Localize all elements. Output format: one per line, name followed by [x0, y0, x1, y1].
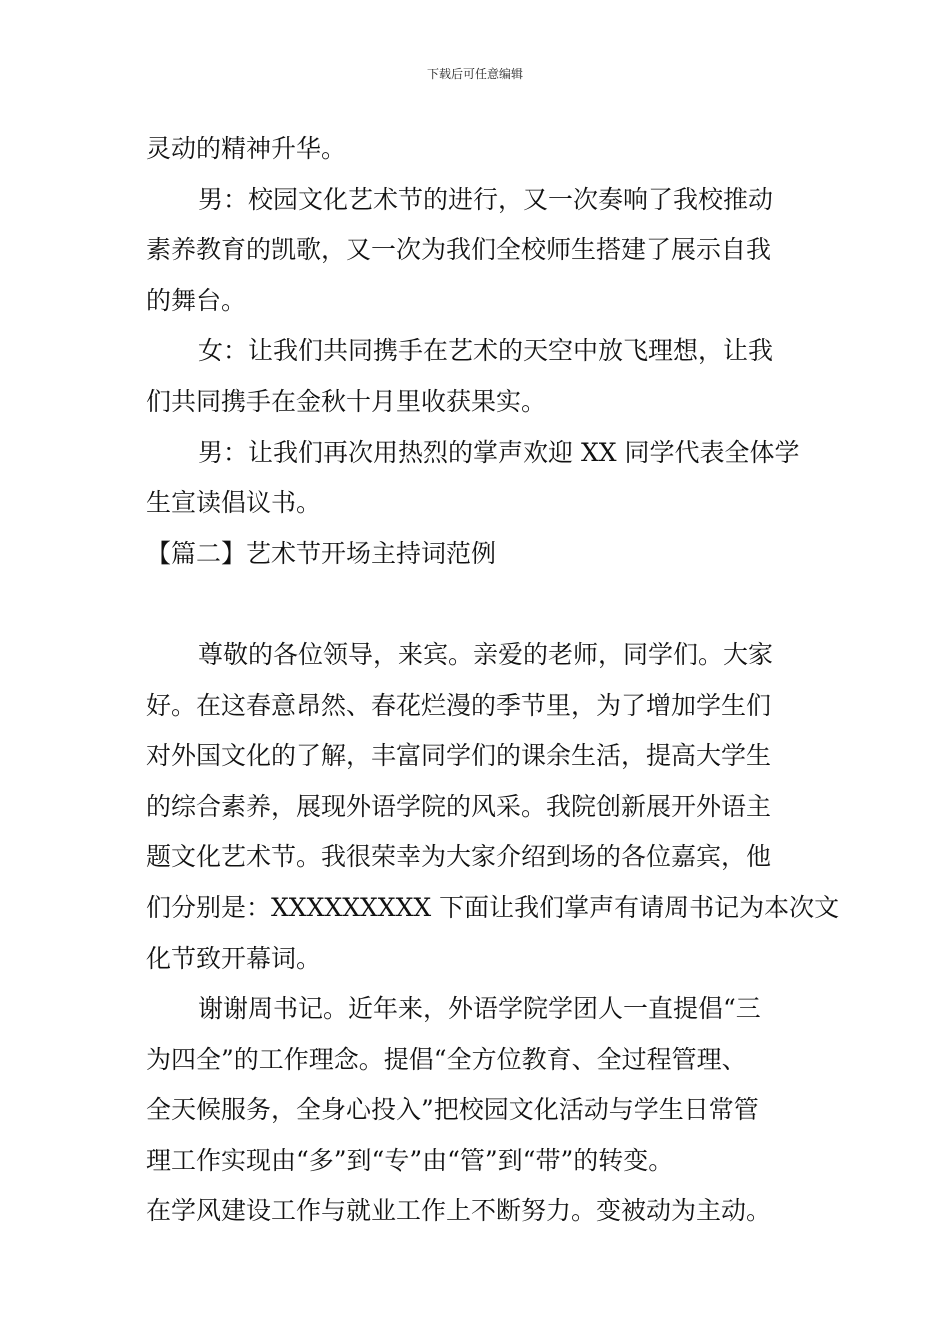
text-line: 好。在这春意昂然、春花烂漫的季节里，为了增加学生们	[146, 690, 772, 720]
text-line: 尊敬的各位领导，来宾。亲爱的老师，同学们。大家	[198, 639, 774, 669]
text-line: 灵动的精神升华。	[146, 134, 347, 163]
text-line: 男：让我们再次用热烈的掌声欢迎 XX 同学代表全体学	[198, 437, 800, 467]
text-line: 对外国文化的了解，丰富同学们的课余生活，提高大学生	[146, 741, 772, 771]
text-line: 谢谢周书记。近年来，外语学院学团人一直提倡“三	[198, 994, 761, 1024]
text-line: 的综合素养，展现外语学院的风采。我院创新展开外语主	[146, 791, 772, 821]
blank-line	[146, 579, 806, 630]
text-line: 化节致开幕词。	[146, 943, 322, 973]
text-line: 理工作实现由“多”到“专”由“管”到“带”的转变。	[146, 1145, 674, 1175]
text-line: 生宣读倡议书。	[146, 488, 322, 518]
text-line: 为四全”的工作理念。提倡“全方位教育、全过程管理、	[146, 1044, 747, 1074]
page-header: 下载后可任意编辑	[426, 67, 523, 81]
text-line: 题文化艺术节。我很荣幸为大家介绍到场的各位嘉宾，他	[146, 842, 772, 872]
text-line: 们共同携手在金秋十月里收获果实。	[146, 386, 547, 416]
text-line: 女：让我们共同携手在艺术的天空中放飞理想，让我	[198, 336, 774, 366]
text-line: 素养教育的凯歌，又一次为我们全校师生搭建了展示自我	[146, 235, 772, 265]
text-line: 在学风建设工作与就业工作上不断努力。变被动为主动。	[146, 1196, 772, 1226]
text-line: 的舞台。	[146, 285, 247, 315]
text-line: 们分别是：XXXXXXXXX 下面让我们掌声有请周书记为本次文	[146, 892, 840, 922]
text-line: 男：校园文化艺术节的进行，又一次奏响了我校推动	[198, 184, 774, 214]
section-heading: 【篇二】艺术节开场主持词范例	[146, 538, 497, 568]
document-body	[146, 124, 840, 1237]
text-line: 全天候服务，全身心投入”把校园文化活动与学生日常管	[146, 1095, 759, 1125]
